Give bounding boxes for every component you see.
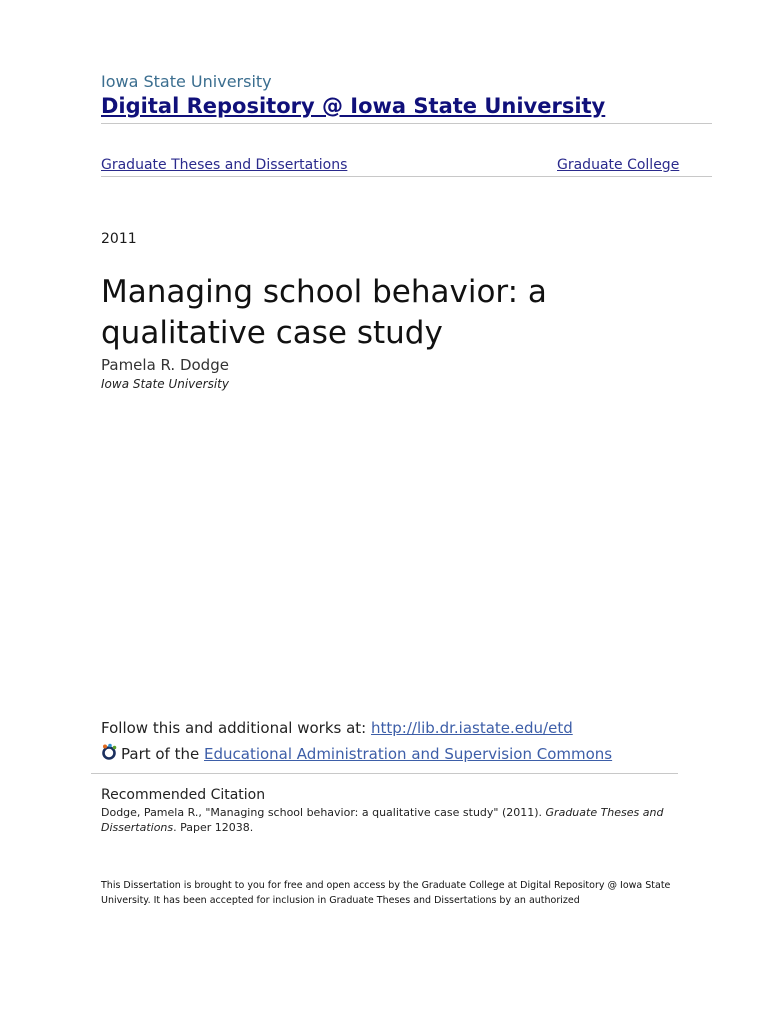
publication-year: 2011 <box>101 231 137 247</box>
collection-link[interactable]: Graduate Theses and Dissertations <box>101 157 348 173</box>
follow-label: Follow this and additional works at: <box>101 719 371 737</box>
author-affiliation: Iowa State University <box>101 377 229 391</box>
follow-line <box>101 719 573 737</box>
citation-text <box>101 805 701 835</box>
partof-label: Part of the <box>121 745 204 763</box>
citation-heading: Recommended Citation <box>101 787 266 803</box>
etd-url-link[interactable]: http://lib.dr.iastate.edu/etd <box>371 719 573 737</box>
paper-title: Managing school behavior: a qualitative case study <box>101 274 547 351</box>
author-name: Pamela R. Dodge <box>101 356 229 374</box>
nav-divider <box>101 176 712 177</box>
header-divider <box>101 123 712 124</box>
repository-link[interactable]: Digital Repository @ Iowa State University <box>101 94 606 118</box>
citation-start: Dodge, Pamela R., "Managing school behavior: a qualitative case study" (2011). <box>101 806 546 819</box>
citation-end: . Paper 12038. <box>173 821 254 834</box>
commons-link[interactable]: Educational Administration and Supervision Commons <box>204 745 613 763</box>
college-link[interactable]: Graduate College <box>557 157 680 173</box>
citation-divider <box>91 773 678 774</box>
network-commons-icon <box>101 743 119 761</box>
access-notice: This Dissertation is brought to you for free and open access by the Graduate College at Digital Repository @ Iowa State University. It has been accepted for inclusion in Graduate Theses and Dissertations by an authorized <box>101 880 671 906</box>
partof-line <box>101 743 612 763</box>
citation-journal: Graduate Theses and Dissertations <box>101 806 664 834</box>
institution-name: Iowa State University <box>101 72 272 91</box>
